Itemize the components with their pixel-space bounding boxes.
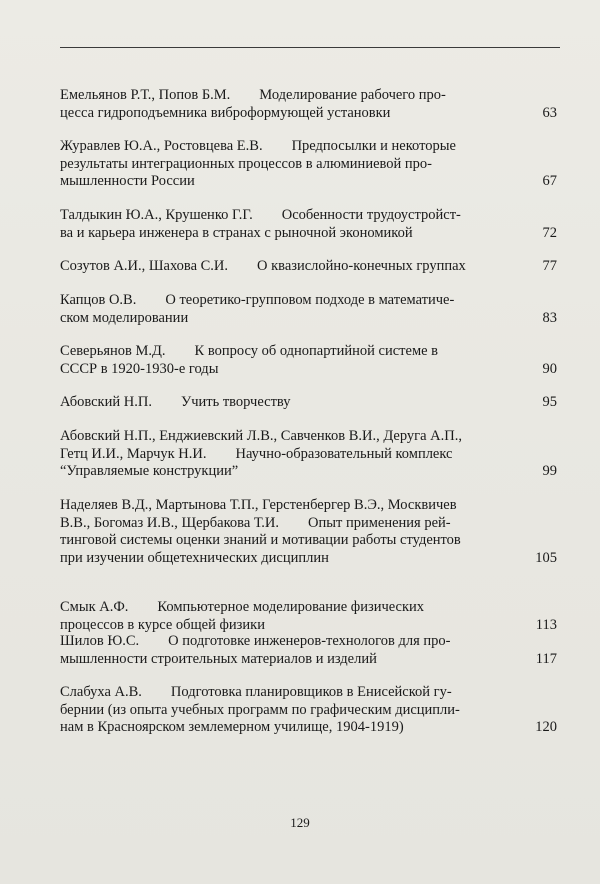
toc-page-number: 105 (535, 549, 557, 566)
toc-entry-line: Гетц И.И., Марчук Н.И. Научно-образовательный комплекс (60, 445, 453, 462)
toc-page-number: 120 (535, 719, 557, 736)
toc-entry (60, 87, 560, 122)
toc-page-number: 95 (542, 394, 557, 410)
toc-page-number: 77 (542, 258, 557, 274)
toc-entry (60, 497, 560, 567)
toc-entry-line: Наделяев В.Д., Мартынова Т.П., Герстенбергер В.Э., Москвичев (60, 497, 457, 513)
toc-page-number: 117 (535, 650, 557, 667)
toc-entry-line: цесса гидроподъемника виброформующей установки (60, 104, 391, 121)
toc-page-number: 99 (542, 463, 557, 480)
toc-page-number: 83 (542, 309, 557, 326)
toc-entry (60, 207, 560, 242)
toc-page-number: 63 (542, 104, 557, 121)
toc-entry (60, 599, 560, 634)
toc-entry (60, 138, 560, 191)
toc-entry-line: ском моделировании (60, 309, 189, 326)
toc-entry-line: процессов в курсе общей физики (60, 616, 265, 633)
toc-page-number: 72 (542, 224, 557, 241)
toc-page-number: 90 (542, 360, 557, 377)
toc-entry (60, 343, 560, 378)
toc-page-number: 67 (542, 173, 557, 190)
toc-entry-line: результаты интеграционных процессов в алюминиевой про- (60, 155, 432, 172)
toc-entry-line: Капцов О.В. О теоретико-групповом подходе в математиче- (60, 292, 455, 308)
toc-entry-line: нам в Красноярском землемерном училище, 1904-1919) (60, 719, 404, 736)
toc-entry (60, 428, 560, 481)
toc-page-number: 113 (535, 616, 557, 633)
toc-entry-line: бернии (из опыта учебных программ по графическим дисципли- (60, 701, 460, 718)
toc-entry-line: Абовский Н.П. Учить творчеству (60, 394, 291, 410)
toc-entry (60, 292, 560, 327)
toc-entry-line: Журавлев Ю.А., Ростовцева Е.В. Предпосылки и некоторые (60, 138, 456, 154)
toc-entry-line: ва и карьера инженера в странах с рыночной экономикой (60, 224, 413, 241)
toc-entry-line: СССР в 1920-1930-е годы (60, 360, 219, 377)
toc-entry-line: Слабуха А.В. Подготовка планировщиков в Енисейской гу- (60, 684, 452, 700)
toc-entry-line: Созутов А.И., Шахова С.И. О квазислойно-конечных группах (60, 258, 466, 274)
toc-entry (60, 258, 560, 276)
toc-entry-line: В.В., Богомаз И.В., Щербакова Т.И. Опыт применения рей- (60, 514, 451, 531)
toc-entry-line: Северьянов М.Д. К вопросу об однопартийной системе в (60, 343, 439, 359)
page-number: 129 (290, 815, 310, 830)
toc-entry (60, 633, 560, 668)
toc-entry-line: Абовский Н.П., Енджиевский Л.В., Савченков В.И., Деруга А.П., (60, 428, 462, 444)
toc-entry (60, 394, 560, 412)
toc-entry-line: Талдыкин Ю.А., Крушенко Г.Г. Особенности трудоустройст- (60, 207, 461, 223)
toc-entry-line: мышленности России (60, 173, 195, 190)
toc-entry-line: Шилов Ю.С. О подготовке инженеров-технологов для про- (60, 633, 451, 649)
toc-entry-line: Смык А.Ф. Компьютерное моделирование физических (60, 599, 425, 615)
header-rule (60, 47, 560, 48)
toc-entry-line: тинговой системы оценки знаний и мотивации работы студентов (60, 532, 461, 549)
toc-entry-line: при изучении общетехнических дисциплин (60, 549, 329, 566)
toc-entry-line: “Управляемые конструкции” (60, 463, 239, 480)
toc-entry (60, 684, 560, 737)
toc-entry-line: мышленности строительных материалов и изделий (60, 650, 377, 667)
toc-entry-line: Емельянов Р.Т., Попов Б.М. Моделирование рабочего про- (60, 87, 446, 103)
